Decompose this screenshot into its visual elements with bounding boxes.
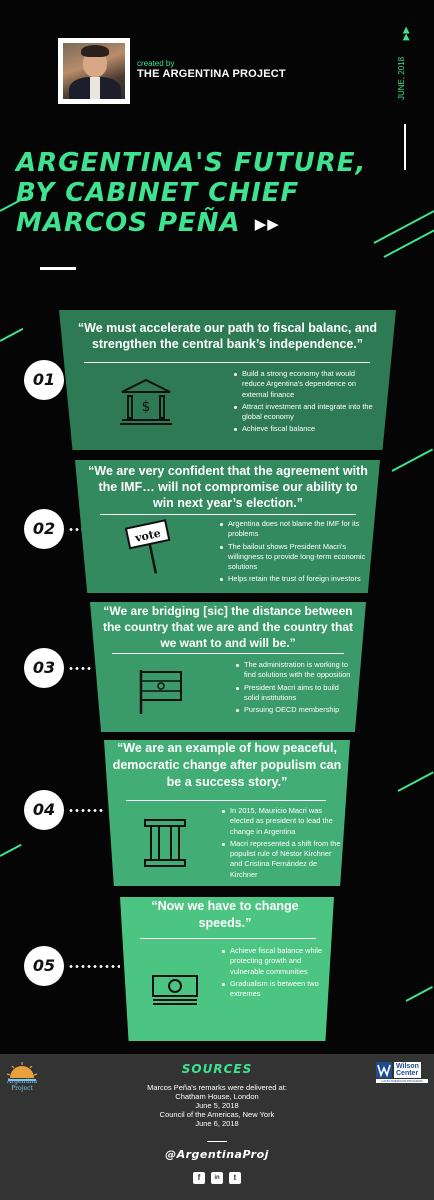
footer-divider	[207, 1141, 227, 1142]
project-name: THE ARGENTINA PROJECT	[137, 68, 286, 80]
quote-divider	[140, 938, 316, 939]
step-number: 04	[24, 790, 64, 830]
quote-divider	[100, 514, 356, 515]
date-label-wrapper	[397, 44, 417, 104]
wilson-center-text: Wilson Center	[396, 1063, 419, 1077]
wilson-center-subtext: LATIN AMERICAN PROGRAM	[376, 1079, 428, 1083]
flag-icon	[137, 668, 185, 716]
tier-quote: “We must accelerate our path to fiscal balanc, and strengthen the central bank’s independence.”	[77, 321, 378, 351]
tier-quote: “We are bridging [sic] the distance between the country that we are and the country that we want to and will be.”	[102, 604, 354, 650]
bullet-item: Build a strong economy that would reduce Argentina's dependence on external finance	[234, 369, 374, 400]
money-icon	[151, 972, 201, 1008]
connector-dots	[68, 528, 82, 531]
source-line: Council of the Americas, New York	[159, 1110, 275, 1119]
step-number: 02	[24, 509, 64, 549]
connector-dots	[68, 809, 104, 812]
sources-title: SOURCES	[181, 1062, 253, 1076]
decorative-line	[406, 986, 433, 1002]
step-number: 05	[24, 946, 64, 986]
bullet-item: In 2015, Mauricio Macri was elected as president to lead the change in Argentina	[222, 806, 342, 837]
title-line: BY CABINET CHIEF	[16, 178, 300, 208]
bullet-item: Pursuing OECD membership	[236, 705, 352, 715]
quote-divider	[84, 362, 370, 363]
source-line: June 5, 2018	[195, 1101, 239, 1110]
tier-bullets	[234, 369, 374, 437]
svg-text:$: $	[141, 399, 151, 415]
tier-quote: “Now we have to change speeds.”	[151, 899, 299, 930]
linkedin-icon[interactable]: in	[211, 1172, 223, 1184]
page-title	[16, 148, 366, 239]
sources-footer	[0, 1054, 434, 1200]
bullet-item: The bailout shows President Macri's willingness to provide long-term economic solutions	[220, 542, 370, 573]
created-by-label: created by	[137, 59, 175, 68]
column-icon	[143, 816, 187, 868]
title-line: MARCOS PEÑA ▶▶	[16, 208, 280, 238]
title-underline	[40, 267, 76, 270]
date-label: JUNE, 2018	[397, 56, 406, 100]
bullet-item: Gradualism is between two extremes	[222, 979, 324, 1000]
quote-divider	[112, 653, 344, 654]
decorative-line	[398, 771, 434, 792]
tier-quote: “We are very confident that the agreement with the IMF… will not compromise our ability to win next year’s election.”	[88, 464, 368, 510]
bullet-item: Macri represented a shift from the populist rule of Néstor Kirchner and Cristina Fernández de Kirchner	[222, 839, 342, 880]
source-line: Marcos Peña's remarks were delivered at:	[147, 1083, 287, 1092]
bullet-item: The administration is working to find solutions with the opposition	[236, 660, 352, 681]
connector-dots	[68, 667, 92, 670]
svg-text:vote: vote	[133, 526, 162, 545]
bullet-item: Achieve fiscal balance	[234, 424, 374, 434]
tier-bullets	[220, 519, 370, 587]
twitter-icon[interactable]: t	[229, 1172, 241, 1184]
chevron-icon: ▶▶	[400, 26, 411, 41]
author-photo	[58, 38, 130, 104]
decorative-line	[374, 209, 434, 244]
source-line: Chatham House, London	[175, 1092, 259, 1101]
bullet-item: Helps retain the trust of foreign investors	[220, 574, 370, 584]
connector-dots	[68, 965, 120, 968]
quote-divider	[126, 800, 326, 801]
tier-bullets	[222, 946, 324, 1001]
bullet-item: Argentina does not blame the IMF for its problems	[220, 519, 370, 540]
title-line: ARGENTINA'S FUTURE,	[16, 148, 367, 178]
double-arrow-icon: ▶▶	[254, 214, 280, 233]
tier-bullets	[236, 660, 352, 717]
source-line: June 6, 2018	[195, 1119, 239, 1128]
tier-quote: “We are an example of how peaceful, democratic change after populism can be a success story.”	[112, 741, 342, 789]
facebook-icon[interactable]: f	[193, 1172, 205, 1184]
vote-sign-icon	[124, 516, 174, 578]
argentina-project-logo-text: Argentina Project	[6, 1078, 38, 1092]
bullet-item: President Macri aims to build solid institutions	[236, 683, 352, 704]
step-number: 03	[24, 648, 64, 688]
bank-icon	[118, 378, 174, 426]
bullet-item: Attract investment and integrate into the global economy	[234, 402, 374, 423]
bullet-item: Achieve fiscal balance while protecting growth and vulnerable communities	[222, 946, 324, 977]
tier-bullets	[222, 806, 342, 882]
decorative-line	[0, 844, 22, 857]
twitter-handle[interactable]: @ArgentinaProj	[165, 1148, 269, 1161]
step-number: 01	[24, 360, 64, 400]
decorative-line	[0, 328, 23, 342]
divider	[404, 124, 406, 170]
decorative-line	[392, 449, 434, 472]
